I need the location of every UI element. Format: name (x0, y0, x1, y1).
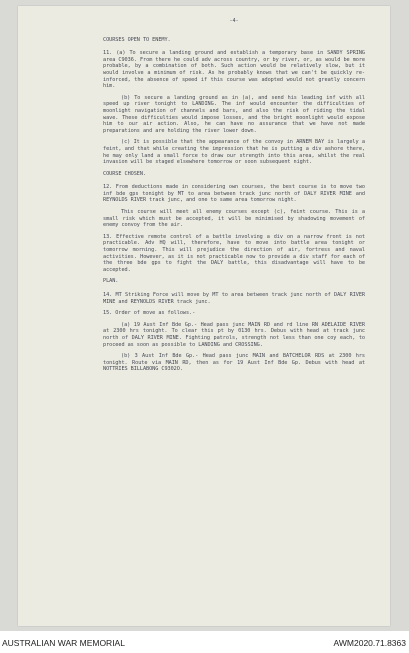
institution-label: AUSTRALIAN WAR MEMORIAL (2, 638, 125, 648)
page-number: -4- (229, 18, 239, 24)
paragraph-11b: (b) To secure a landing ground as in (a), and send his leading inf with all speed up river tonight to LANDING. The inf would encounter the difficulties of moonlight navigation of channels and bars, and also the risk of riding the tidal wave. These difficulties would impose losses, and the bright moonlight would expose him to our air action. Also, he can have no assurance that we have not made preparations and are holding the river lower down. (103, 94, 365, 134)
footer-bar (0, 631, 409, 653)
paragraph-15: 15. Order of move as follows.- (103, 310, 196, 317)
section-heading-plan: PLAN. (103, 278, 119, 285)
document-body (103, 18, 365, 378)
document-page (18, 6, 390, 626)
section-heading-course-chosen: COURSE CHOSEN. (103, 170, 147, 177)
paragraph-15a: (a) 19 Aust Inf Bde Gp.- Head pass junc MAIN RD and rd line RN ADELAIDE RIVER at 2300 hrs tonight. To clear this pt by 0130 hrs. Debus with head at track junc north of DALY RIVER MINE. Fighting patrols, strength not less than one coy each, to proceed as soon as possible to LANDING and CROSSING. (103, 321, 365, 348)
accession-number: AWM2020.71.8363 (333, 638, 406, 648)
paragraph-11a: 11. (a) To secure a landing ground and establish a temporary base in SANDY SPRING area C9036. From there he could adv across country, or by river, or, as would be more probable, by a combination of both. Such action would be relatively slow, but it would involve a minimum of risk. As he probably knows that we can't be quickly re-inforced, the absence of speed if this course was adopted would not greatly concern him. (103, 50, 365, 90)
paragraph-12b: This course will meet all enemy courses except (c), feint course. This is a small risk which must be accepted, it will be minimised by shadowing movement of enemy convoy from the air. (103, 209, 365, 229)
paragraph-14: 14. MT Striking Force will move by MT to area between track junc north of DALY RIVER MINE and REYNOLDS RIVER track junc. (103, 292, 365, 305)
paragraph-13: 13. Effective remote control of a battle involving a div on a narrow front is not practicable. Adv HQ will, therefore, have to move into battle area tonight or tomorrow morning. This will prejudice the direction of air, fortress and naval activities. However, as it is not practicable now to provide a div staff for each of the three bde gps to fight the DALY battle, this disadvantage will have to be accepted. (103, 233, 365, 273)
paragraph-12: 12. From deductions made in considering own courses, the best course is to move two inf bde gps tonight by MT to area between track junc north of DALY RIVER MINE and REYNOLDS RIVER track junc, and one to same area tomorrow night. (103, 184, 365, 204)
section-heading-courses-open: COURSES OPEN TO ENEMY. (103, 36, 171, 43)
paragraph-11c: (c) It is possible that the appearance of the convoy in ARNEM BAY is largely a feint, and that while creating the impression that he is putting a div ashore there, he may only land a small force to draw our strength into this area, whilst the real invasion will be staged elsewhere tomorrow or soon subsequent night. (103, 139, 365, 166)
paragraph-15b: (b) 3 Aust Inf Bde Gp.- Head pass junc MAIN and BATCHELOR RDS at 2300 hrs tonight. Route via MAIN RD, then as for 19 Aust Inf Bde Gp. Debus with head at NOTTRIES BILLABONG C9302O. (103, 353, 365, 373)
